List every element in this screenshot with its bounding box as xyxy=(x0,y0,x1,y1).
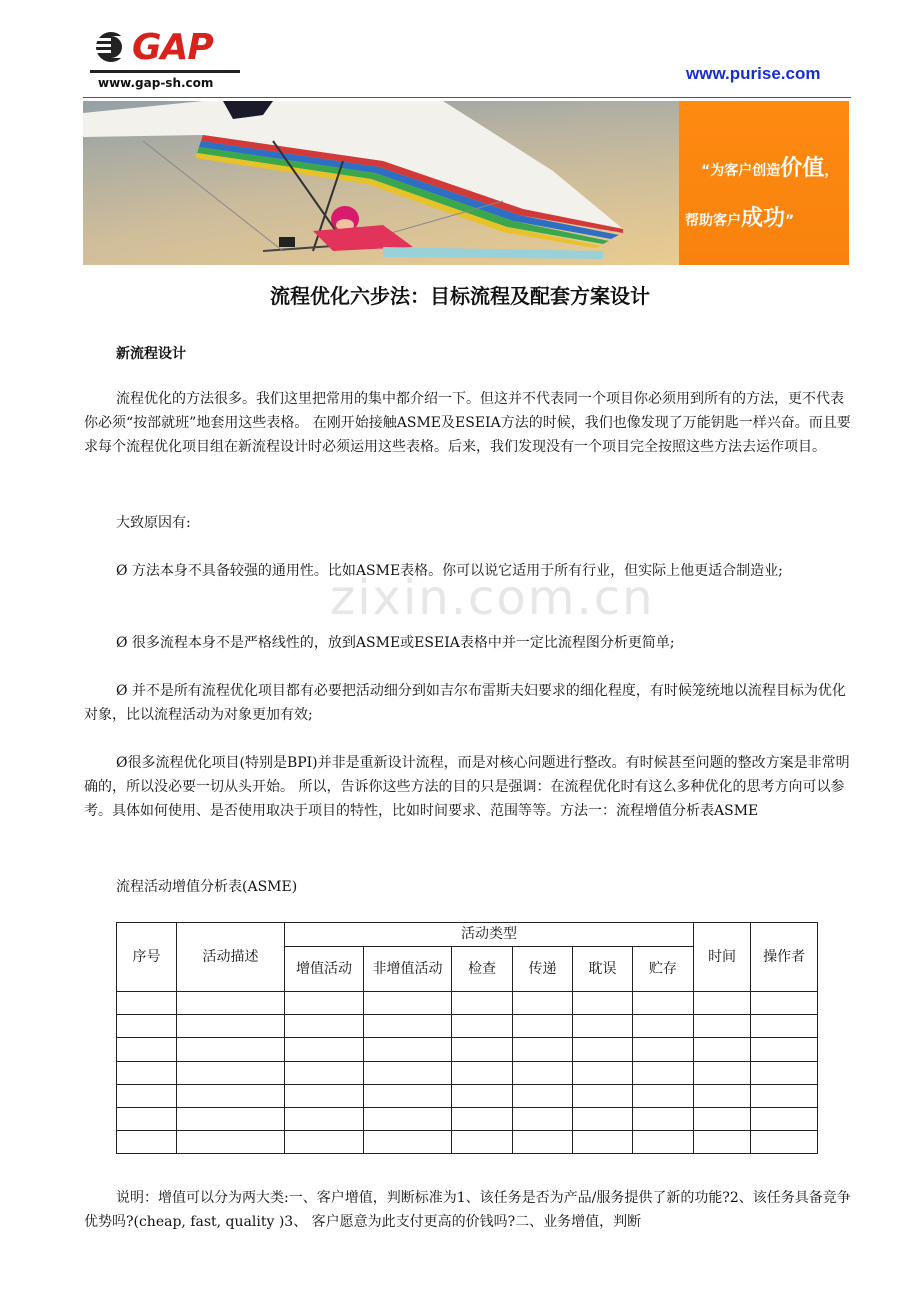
table-cell xyxy=(694,1130,751,1153)
group-header-activity-type: 活动类型 xyxy=(285,923,694,947)
asme-table xyxy=(116,922,818,1154)
col-header-delay: 耽误 xyxy=(573,947,633,992)
table-cell xyxy=(452,1084,513,1107)
col-header-storage: 贮存 xyxy=(633,947,694,992)
table-cell xyxy=(513,992,573,1015)
table-cell xyxy=(694,1084,751,1107)
slogan-panel xyxy=(679,101,849,265)
table-cell xyxy=(364,1107,452,1130)
paragraph-intro: 流程优化的方法很多。我们这里把常用的集中都介绍一下。但这并不代表同一个项目你必须用到所有的方法，更不代表你必须“按部就班”地套用这些表格。 在刚开始接触ASME及ESEIA方法的时候，我们也像发现了万能钥匙一样兴奋。而且要求每个流程优化项目组在新流程设计时必须运用这些表格。后来，我们发现没有一个项目完全按照这些方法去运作项目。 xyxy=(84,391,851,455)
reason-item-3: Ø 并不是所有流程优化项目都有必要把活动细分到如吉尔布雷斯夫妇要求的细化程度，有时候笼统地以流程目标为优化对象，比以流程活动为对象更加有效; xyxy=(84,683,846,723)
table-cell xyxy=(573,1061,633,1084)
table-cell xyxy=(513,1015,573,1038)
table-cell xyxy=(751,992,818,1015)
table-row xyxy=(117,1015,818,1038)
table-cell xyxy=(573,1015,633,1038)
table-row xyxy=(117,1084,818,1107)
table-cell xyxy=(633,1107,694,1130)
table-cell xyxy=(573,1130,633,1153)
table-row xyxy=(117,992,818,1015)
reasons-intro: 大致原因有: xyxy=(116,515,191,531)
col-header-transfer: 传递 xyxy=(513,947,573,992)
table-cell xyxy=(452,1015,513,1038)
table-cell xyxy=(751,1061,818,1084)
table-cell xyxy=(364,1084,452,1107)
table-caption: 流程活动增值分析表(ASME) xyxy=(116,879,298,895)
table-cell xyxy=(751,1038,818,1061)
table-cell xyxy=(452,1107,513,1130)
table-cell xyxy=(285,1015,364,1038)
col-header-operator: 操作者 xyxy=(751,923,818,992)
table-cell xyxy=(177,1084,285,1107)
document-title: 流程优化六步法：目标流程及配套方案设计 xyxy=(270,284,650,308)
table-cell xyxy=(694,992,751,1015)
table-cell xyxy=(117,1107,177,1130)
table-cell xyxy=(513,1061,573,1084)
table-cell xyxy=(177,1015,285,1038)
table-cell xyxy=(694,1061,751,1084)
table-cell xyxy=(633,992,694,1015)
reason-item-1: Ø 方法本身不具备较强的通用性。比如ASME表格。你可以说它适用于所有行业，但实际上他更适合制造业; xyxy=(116,563,783,579)
table-cell xyxy=(452,1038,513,1061)
table-cell xyxy=(452,992,513,1015)
table-cell xyxy=(117,1015,177,1038)
col-header-non-value-add: 非增值活动 xyxy=(364,947,452,992)
table-cell xyxy=(285,1038,364,1061)
table-cell xyxy=(694,1038,751,1061)
table-cell xyxy=(177,992,285,1015)
col-header-value-add: 增值活动 xyxy=(285,947,364,992)
table-cell xyxy=(751,1084,818,1107)
hang-glider-image xyxy=(83,101,679,265)
table-cell xyxy=(177,1038,285,1061)
table-cell xyxy=(177,1130,285,1153)
table-cell xyxy=(285,992,364,1015)
table-cell xyxy=(751,1130,818,1153)
col-header-inspect: 检查 xyxy=(452,947,513,992)
table-cell xyxy=(513,1107,573,1130)
table-cell xyxy=(285,1130,364,1153)
table-cell xyxy=(285,1107,364,1130)
watermark: zixin.com.cn xyxy=(330,570,655,626)
table-cell xyxy=(513,1130,573,1153)
section-heading: 新流程设计 xyxy=(116,346,186,362)
table-cell xyxy=(633,1130,694,1153)
table-cell xyxy=(364,1061,452,1084)
table-cell xyxy=(177,1107,285,1130)
table-row xyxy=(117,1107,818,1130)
table-cell xyxy=(117,1061,177,1084)
table-row xyxy=(117,1130,818,1153)
slogan-line-2: 帮助客户成功” xyxy=(685,206,795,231)
table-cell xyxy=(573,1038,633,1061)
table-cell xyxy=(633,1015,694,1038)
logo-divider xyxy=(90,70,240,73)
explanation-note: 说明：增值可以分为两大类:一、客户增值，判断标准为1、该任务是否为产品/服务提供了新的功能?2、该任务具备竞争优势吗?(cheap, fast, quality )3、 客户愿意为此支付更高的价钱吗?二、业务增值，判断 xyxy=(84,1190,851,1230)
table-cell xyxy=(694,1015,751,1038)
table-cell xyxy=(285,1084,364,1107)
table-cell xyxy=(364,1015,452,1038)
table-cell xyxy=(117,1084,177,1107)
table-cell xyxy=(177,1061,285,1084)
table-row xyxy=(117,1061,818,1084)
col-header-seq: 序号 xyxy=(117,923,177,992)
table-cell xyxy=(633,1061,694,1084)
banner xyxy=(83,101,849,265)
logo-url: www.gap-sh.com xyxy=(98,76,214,90)
table-cell xyxy=(573,992,633,1015)
table-cell xyxy=(285,1061,364,1084)
logo-wordmark: GAP xyxy=(132,27,213,68)
table-cell xyxy=(452,1061,513,1084)
table-cell xyxy=(751,1015,818,1038)
gap-logo xyxy=(86,26,246,94)
col-header-time: 时间 xyxy=(694,923,751,992)
table-cell xyxy=(364,1038,452,1061)
table-cell xyxy=(751,1107,818,1130)
table-cell xyxy=(633,1084,694,1107)
table-row xyxy=(117,1038,818,1061)
slogan-line-1: “为客户创造价值， xyxy=(701,156,839,181)
table-cell xyxy=(513,1038,573,1061)
reason-item-2: Ø 很多流程本身不是严格线性的，放到ASME或ESEIA表格中并一定比流程图分析更简单; xyxy=(116,635,675,651)
col-header-desc: 活动描述 xyxy=(177,923,285,992)
table-cell xyxy=(117,1038,177,1061)
table-cell xyxy=(364,992,452,1015)
table-cell xyxy=(117,1130,177,1153)
reason-item-4: Ø很多流程优化项目(特别是BPI)并非是重新设计流程，而是对核心问题进行整改。有时候甚至问题的整改方案是非常明确的，所以没必要一切从头开始。 所以，告诉你这些方法的目的只是强调：在流程优化时有这么多种优化的思考方向可以参考。具体如何使用、是否使用取决于项目的特性，比如时间要求、范围等等。方法一：流程增值分析表ASME xyxy=(84,755,850,819)
site-url-link[interactable]: www.purise.com xyxy=(686,64,821,83)
table-cell xyxy=(694,1107,751,1130)
table-cell xyxy=(452,1130,513,1153)
table-cell xyxy=(364,1130,452,1153)
table-cell xyxy=(513,1084,573,1107)
globe-logo-icon xyxy=(94,30,128,64)
table-cell xyxy=(573,1107,633,1130)
table-cell xyxy=(573,1084,633,1107)
header-rule xyxy=(83,97,851,98)
table-cell xyxy=(117,992,177,1015)
table-cell xyxy=(633,1038,694,1061)
